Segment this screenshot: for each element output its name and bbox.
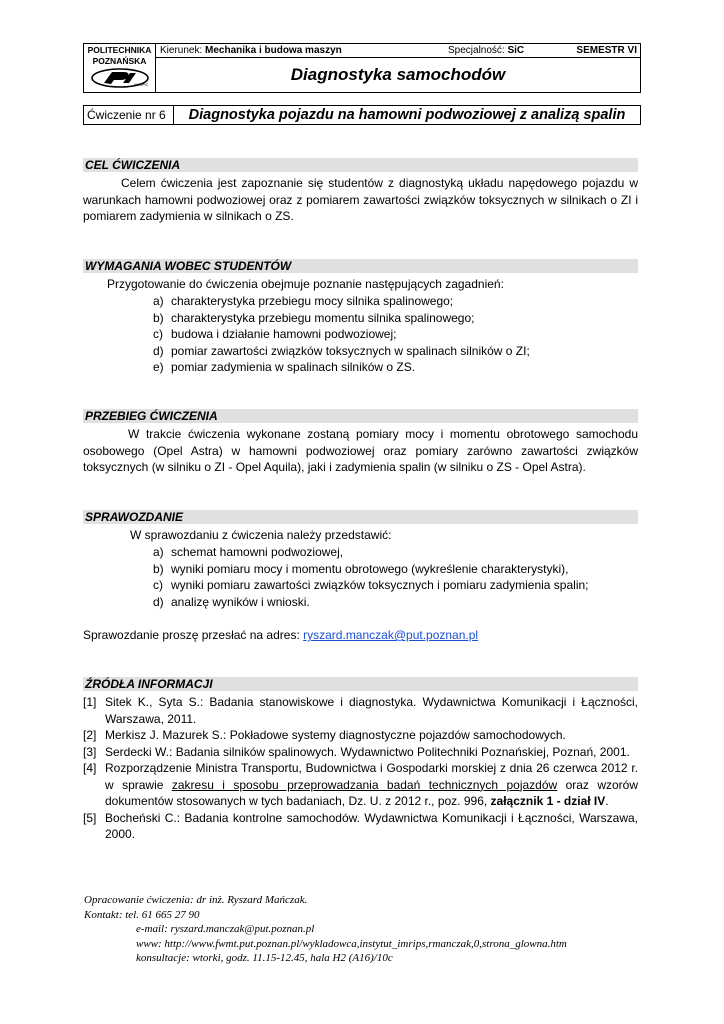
source-item: [5] Bocheński C.: Badania kontrolne samochodów. Wydawnictwa Komunikacji i Łączności, Warszawa, 2000. <box>83 810 638 841</box>
kierunek-field: Kierunek: Mechanika i budowa maszyn <box>160 45 342 56</box>
section-heading-goal: CEL ĆWICZENIA <box>83 158 638 172</box>
course-title: Diagnostyka samochodów <box>290 65 506 84</box>
footer-author: Opracowanie ćwiczenia: dr inż. Ryszard Mańczak. <box>84 894 308 906</box>
section-heading-procedure: PRZEBIEG ĆWICZENIA <box>83 409 638 423</box>
source-item: [1] Sitek K., Syta S.: Badania stanowiskowe i diagnostyka. Wydawnictwa Komunikacji i Łączności, Warszawa, 2011. <box>83 695 638 726</box>
source-item: [3] Serdecki W.: Badania silników spalinowych. Wydawnictwo Politechniki Poznańskiej, Poznań, 2001. <box>83 744 630 759</box>
header-info-row <box>156 44 640 58</box>
exercise-number: Ćwiczenie nr 6 <box>84 106 174 124</box>
email-link[interactable]: ryszard.manczak@put.poznan.pl <box>303 628 479 642</box>
list-item: e) pomiar zadymienia w spalinach silników o ZS. <box>153 360 416 374</box>
semester-label: SEMESTR VI <box>576 45 637 56</box>
university-logo-cell <box>84 44 156 92</box>
exercise-header <box>83 105 641 125</box>
svg-text:IMRIPS: IMRIPS <box>133 82 148 87</box>
report-send-line: Sprawozdanie proszę przesłać na adres: ryszard.manczak@put.poznan.pl <box>83 628 479 642</box>
section-heading-requirements: WYMAGANIA WOBEC STUDENTÓW <box>83 259 638 273</box>
list-item: a) schemat hamowni podwoziowej, <box>153 545 344 559</box>
specjalnosc-field: Specjalność: SiC <box>448 45 525 56</box>
requirements-intro: Przygotowanie do ćwiczenia obejmuje poznanie następujących zagadnień: <box>107 277 504 291</box>
section-heading-sources: ŹRÓDŁA INFORMACJI <box>83 677 638 691</box>
university-name-line2: POZNAŃSKA <box>92 56 147 66</box>
list-item: d) pomiar zawartości związków toksycznych w spalinach silników o ZI; <box>153 343 530 358</box>
footer-www: www: http://www.fwmt.put.poznan.pl/wykladowca,instytut_imrips,rmanczak,0,strona_glowna.htm <box>136 937 567 950</box>
document-header <box>83 43 641 93</box>
list-item: d) analizę wyników i wnioski. <box>153 594 310 609</box>
list-item: c) wyniki pomiaru zawartości związków toksycznych i pomiaru zadymienia spalin; <box>153 578 589 592</box>
exercise-title: Diagnostyka pojazdu na hamowni podwoziowej z analizą spalin <box>188 107 626 123</box>
list-item: c) budowa i działanie hamowni podwoziowej; <box>153 327 397 341</box>
footer-consultations: konsultacje: wtorki, godz. 11.15-12.45, hala H2 (A16)/10c <box>136 952 393 964</box>
report-list <box>153 544 589 610</box>
section-heading-report: SPRAWOZDANIE <box>83 510 638 524</box>
university-name-line1: POLITECHNIKA <box>87 45 152 55</box>
requirements-list <box>153 293 530 376</box>
document-footer <box>84 893 567 966</box>
footer-email: e-mail: ryszard.manczak@put.poznan.pl <box>136 923 315 935</box>
procedure-text: W trakcie ćwiczenia wykonane zostaną pomiary mocy i momentu obrotowego samochodu osobowego (Opel Astra) w hamowni podwoziowej oraz pomiary zarówno zawartości związków toksycznych (w silniku o ZI - Opel Aquila), jaki i zadymienia spalin (w silniku o ZS - Opel Astra). <box>83 427 638 474</box>
source-item: [2] Merkisz J. Mazurek S.: Pokładowe systemy diagnostyczne pojazdów samochodowych. <box>83 728 566 742</box>
report-intro: W sprawozdaniu z ćwiczenia należy przedstawić: <box>130 528 392 542</box>
source-item: [4] Rozporządzenie Ministra Transportu, Budownictwa i Gospodarki morskiej z dnia 26 czerwca 2012 r. w sprawie zakresu i sposobu przeprowadzania badań technicznych pojazdów oraz wzorów dokumentów stosowanych w tych badaniach, Dz. U. z 2012 r., poz. 996, załącznik 1 - dział IV. <box>83 761 639 808</box>
sources-list <box>83 694 638 843</box>
list-item: b) charakterystyka przebiegu momentu silnika spalinowego; <box>153 310 475 325</box>
imrips-logo-icon <box>84 67 155 94</box>
list-item: b) wyniki pomiaru mocy i momentu obrotowego (wykreślenie charakterystyki), <box>153 561 569 576</box>
footer-contact: Kontakt: tel. 61 665 27 90 <box>84 908 200 921</box>
goal-text: Celem ćwiczenia jest zapoznanie się studentów z diagnostyką układu napędowego pojazdu w warunkach hamowni podwoziowej oraz z pomiarem zawartości związków toksycznych w silnikach o ZI i pomiarem zadymienia w silnikach o ZS. <box>83 176 638 223</box>
list-item: a) charakterystyka przebiegu mocy silnika spalinowego; <box>153 294 454 308</box>
